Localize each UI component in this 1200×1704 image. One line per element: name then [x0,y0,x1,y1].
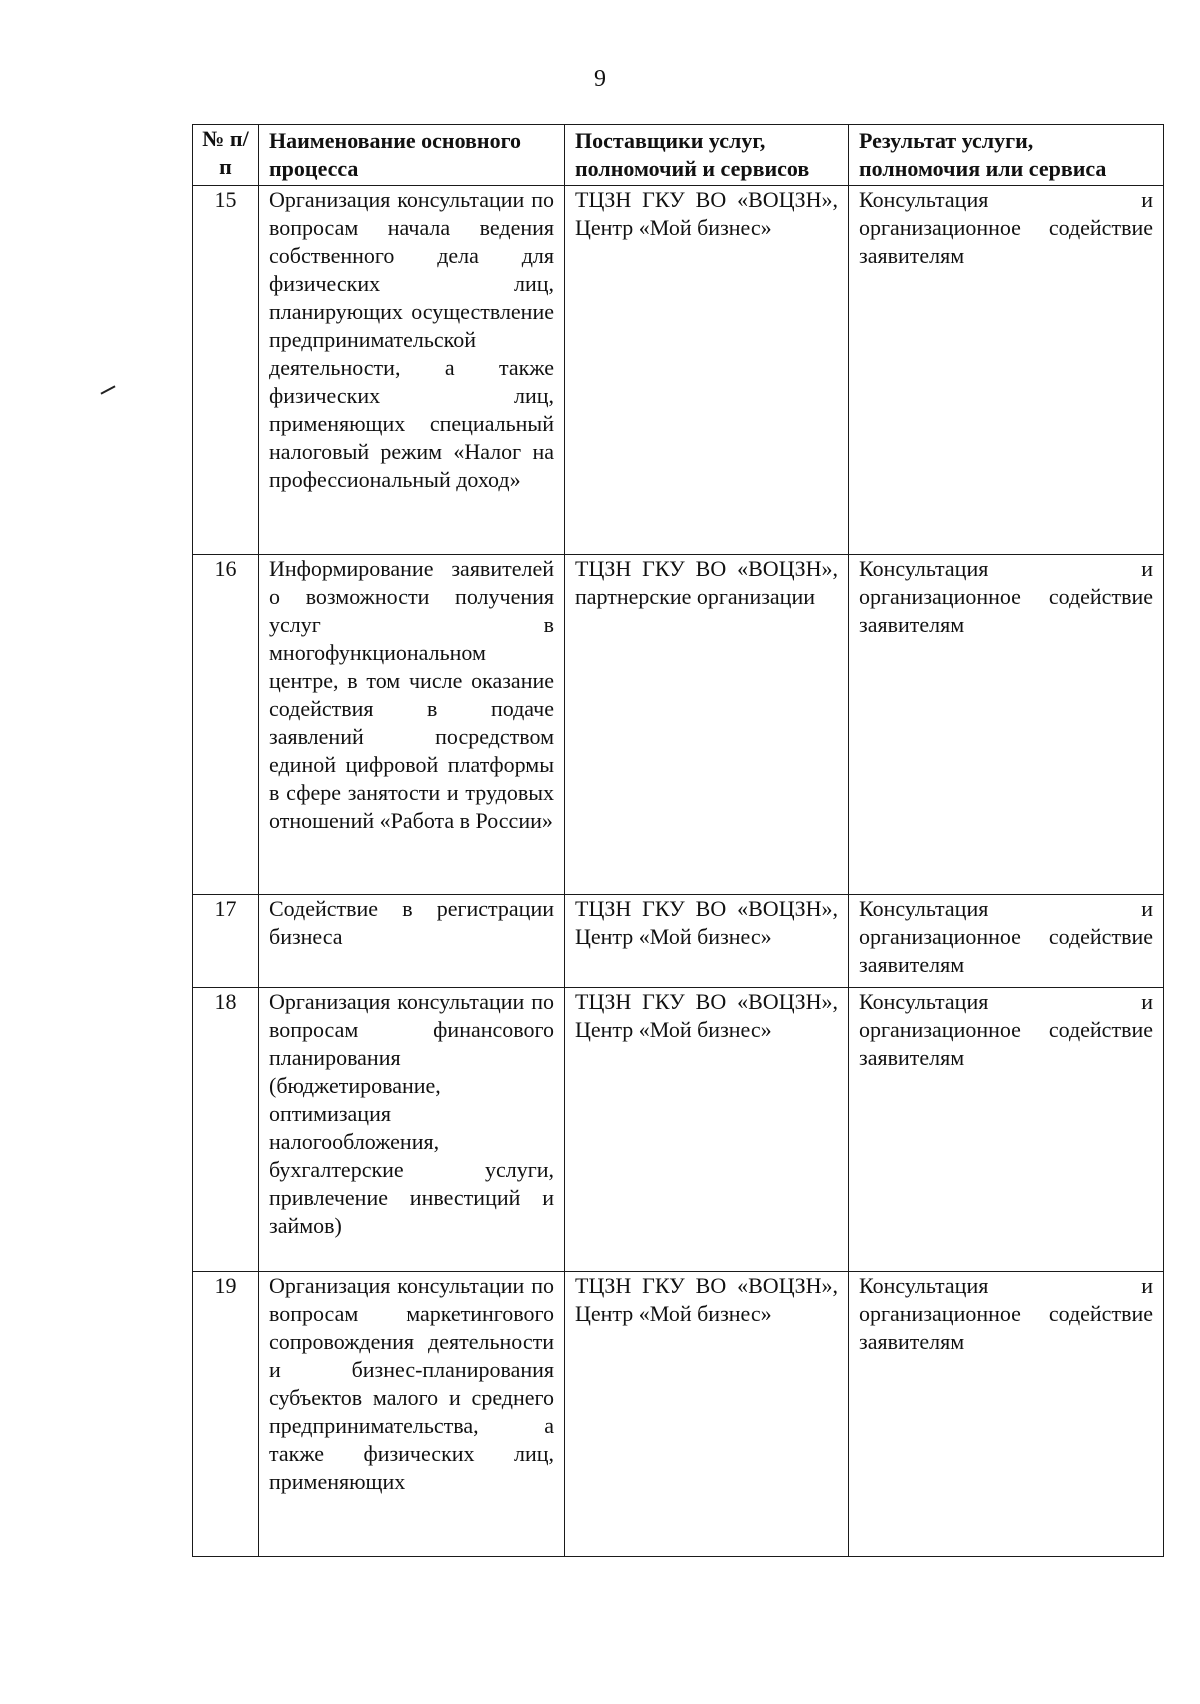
process-name: Организация консультации по вопросам начала ведения собственного дела для физических лиц, планирующих осуществление предпринимательской деятельности, а также физических лиц, применяющих специальный налоговый режим «Налог на профессиональный доход» [259,186,565,555]
row-number: 16 [193,555,259,895]
table-row [193,1272,1164,1557]
page-number: 9 [594,66,606,92]
row-number: 19 [193,1272,259,1557]
result: Консультация и организационное содействие заявителям [849,988,1164,1272]
providers: ТЦЗН ГКУ ВО «ВОЦЗН», Центр «Мой бизнес» [565,988,849,1272]
process-name: Содействие в регистрации бизнеса [259,895,565,988]
providers: ТЦЗН ГКУ ВО «ВОЦЗН», Центр «Мой бизнес» [565,1272,849,1557]
table-row [193,555,1164,895]
result: Консультация и организационное содействие заявителям [849,895,1164,988]
providers: ТЦЗН ГКУ ВО «ВОЦЗН», Центр «Мой бизнес» [565,895,849,988]
providers: ТЦЗН ГКУ ВО «ВОЦЗН», партнерские организации [565,555,849,895]
process-name: Организация консультации по вопросам маркетингового сопровождения деятельности и бизнес-планирования субъектов малого и среднего предпринимательства, а также физических лиц, применяющих [259,1272,565,1557]
header-num: № п/п [193,125,259,186]
row-number: 18 [193,988,259,1272]
services-table [192,124,1164,1557]
process-name: Информирование заявителей о возможности получения услуг в многофункциональном центре, в том числе оказание содействия в подаче заявлений посредством единой цифровой платформы в сфере занятости и трудовых отношений «Работа в России» [259,555,565,895]
header-result: Результат услуги, полномочия или сервиса [849,125,1164,186]
header-process: Наименование основного процесса [259,125,565,186]
table-header-row [193,125,1164,186]
process-name: Организация консультации по вопросам финансового планирования (бюджетирование, оптимизация налогообложения, бухгалтерские услуги, привлечение инвестиций и займов) [259,988,565,1272]
result: Консультация и организационное содействие заявителям [849,1272,1164,1557]
result: Консультация и организационное содействие заявителям [849,555,1164,895]
table-row [193,895,1164,988]
header-providers: Поставщики услуг, полномочий и сервисов [565,125,849,186]
row-number: 17 [193,895,259,988]
table-row [193,988,1164,1272]
result: Консультация и организационное содействие заявителям [849,186,1164,555]
row-number: 15 [193,186,259,555]
scan-mark [100,385,115,394]
providers: ТЦЗН ГКУ ВО «ВОЦЗН», Центр «Мой бизнес» [565,186,849,555]
table-row [193,186,1164,555]
